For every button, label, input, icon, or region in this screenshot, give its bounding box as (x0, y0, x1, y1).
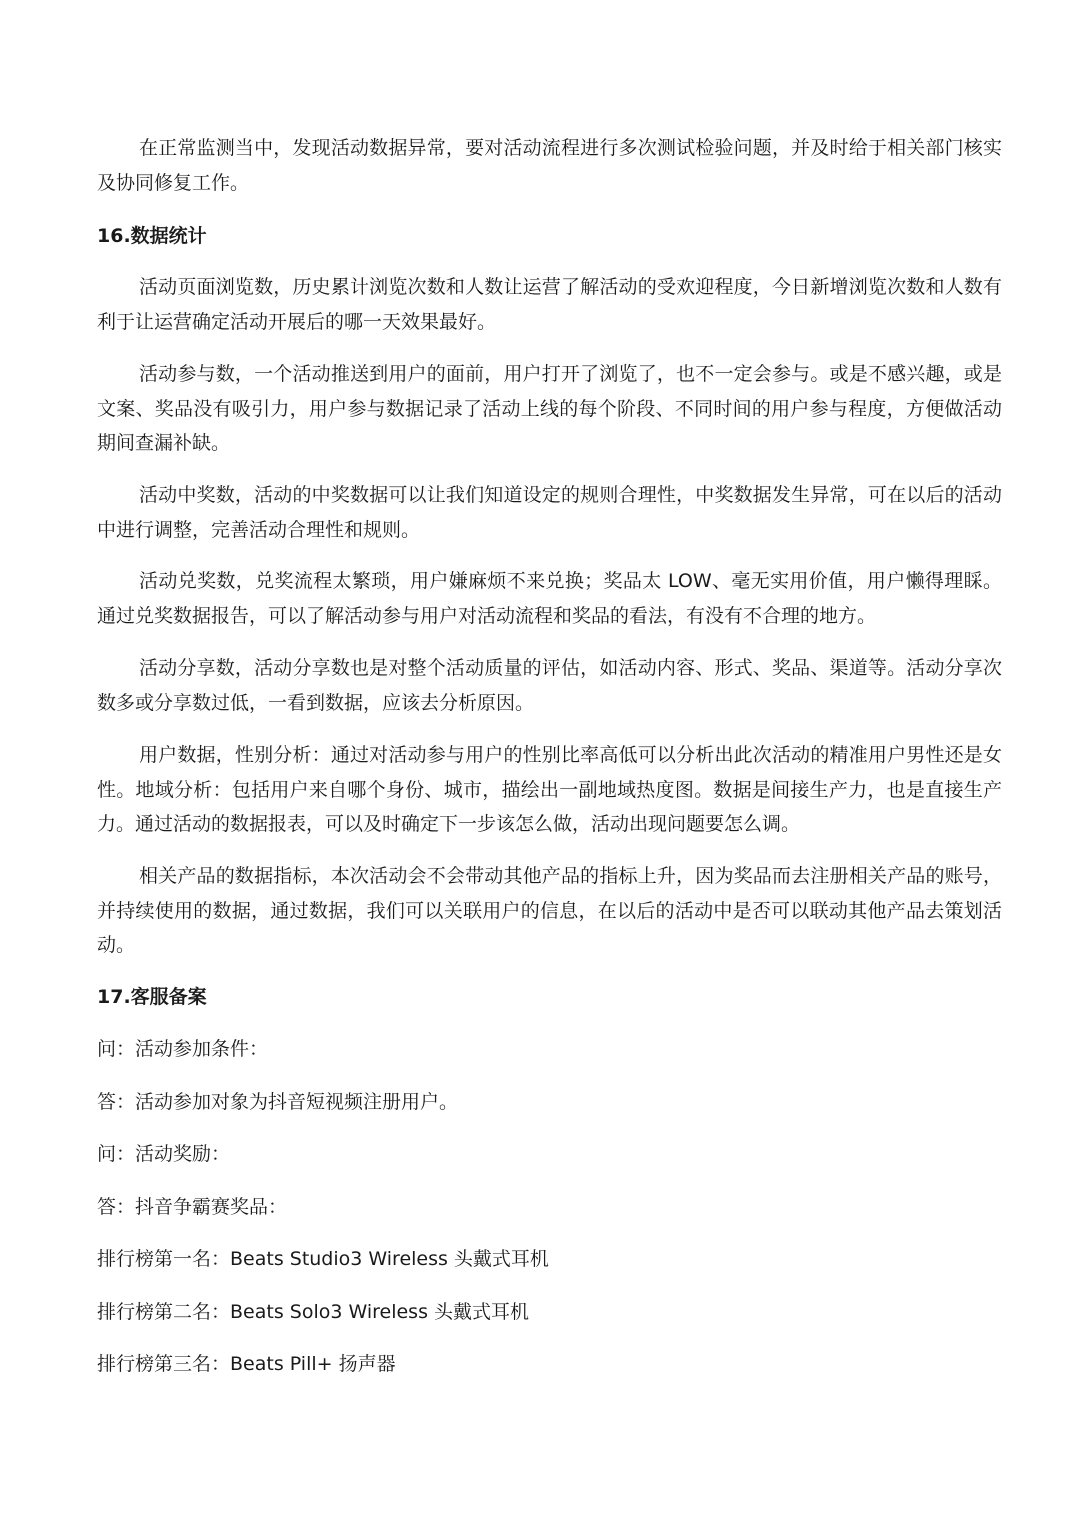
rank-second-prize: 排行榜第二名：Beats Solo3 Wireless 头戴式耳机 (97, 1301, 530, 1323)
paragraph-user-data: 用户数据，性别分析：通过对活动参与用户的性别比率高低可以分析出此次活动的精准用户男性还是女性。地域分析：包括用户来自哪个身份、城市，描绘出一副地域热度图。数据是间接生产力，也是直接生产力。通过活动的数据报表，可以及时确定下一步该怎么做，活动出现问题要怎么调。 (97, 744, 1002, 835)
paragraph-related-products: 相关产品的数据指标，本次活动会不会带动其他产品的指标上升，因为奖品而去注册相关产品的账号，并持续使用的数据，通过数据，我们可以关联用户的信息，在以后的活动中是否可以联动其他产品去策划活动。 (97, 865, 1002, 956)
paragraph-monitoring: 在正常监测当中，发现活动数据异常，要对活动流程进行多次测试检验问题，并及时给于相关部门核实及协同修复工作。 (97, 137, 1002, 194)
section-heading-16: 16.数据统计 (97, 225, 207, 247)
section-heading-17: 17.客服备案 (97, 986, 207, 1008)
paragraph-pageviews: 活动页面浏览数，历史累计浏览次数和人数让运营了解活动的受欢迎程度，今日新增浏览次数和人数有利于让运营确定活动开展后的哪一天效果最好。 (97, 276, 1002, 333)
question-rewards: 问：活动奖励： (97, 1143, 231, 1165)
paragraph-redeem: 活动兑奖数，兑奖流程太繁琐，用户嫌麻烦不来兑换；奖品太 LOW、毫无实用价值，用户懒得理睬。通过兑奖数据报告，可以了解活动参与用户对活动流程和奖品的看法，有没有不合理的地方。 (97, 570, 1002, 627)
question-conditions: 问：活动参加条件： (97, 1038, 269, 1060)
paragraph-share: 活动分享数，活动分享数也是对整个活动质量的评估，如活动内容、形式、奖品、渠道等。活动分享次数多或分享数过低，一看到数据，应该去分析原因。 (97, 657, 1002, 714)
paragraph-participation: 活动参与数，一个活动推送到用户的面前，用户打开了浏览了，也不一定会参与。或是不感兴趣，或是文案、奖品没有吸引力，用户参与数据记录了活动上线的每个阶段、不同时间的用户参与程度，方便做活动期间查漏补缺。 (97, 363, 1002, 454)
paragraph-winning: 活动中奖数，活动的中奖数据可以让我们知道设定的规则合理性，中奖数据发生异常，可在以后的活动中进行调整，完善活动合理性和规则。 (97, 484, 1002, 541)
answer-conditions: 答：活动参加对象为抖音短视频注册用户。 (97, 1091, 459, 1113)
rank-third-prize: 排行榜第三名：Beats Pill+ 扬声器 (97, 1353, 396, 1375)
answer-rewards: 答：抖音争霸赛奖品： (97, 1196, 288, 1218)
rank-first-prize: 排行榜第一名：Beats Studio3 Wireless 头戴式耳机 (97, 1248, 549, 1270)
